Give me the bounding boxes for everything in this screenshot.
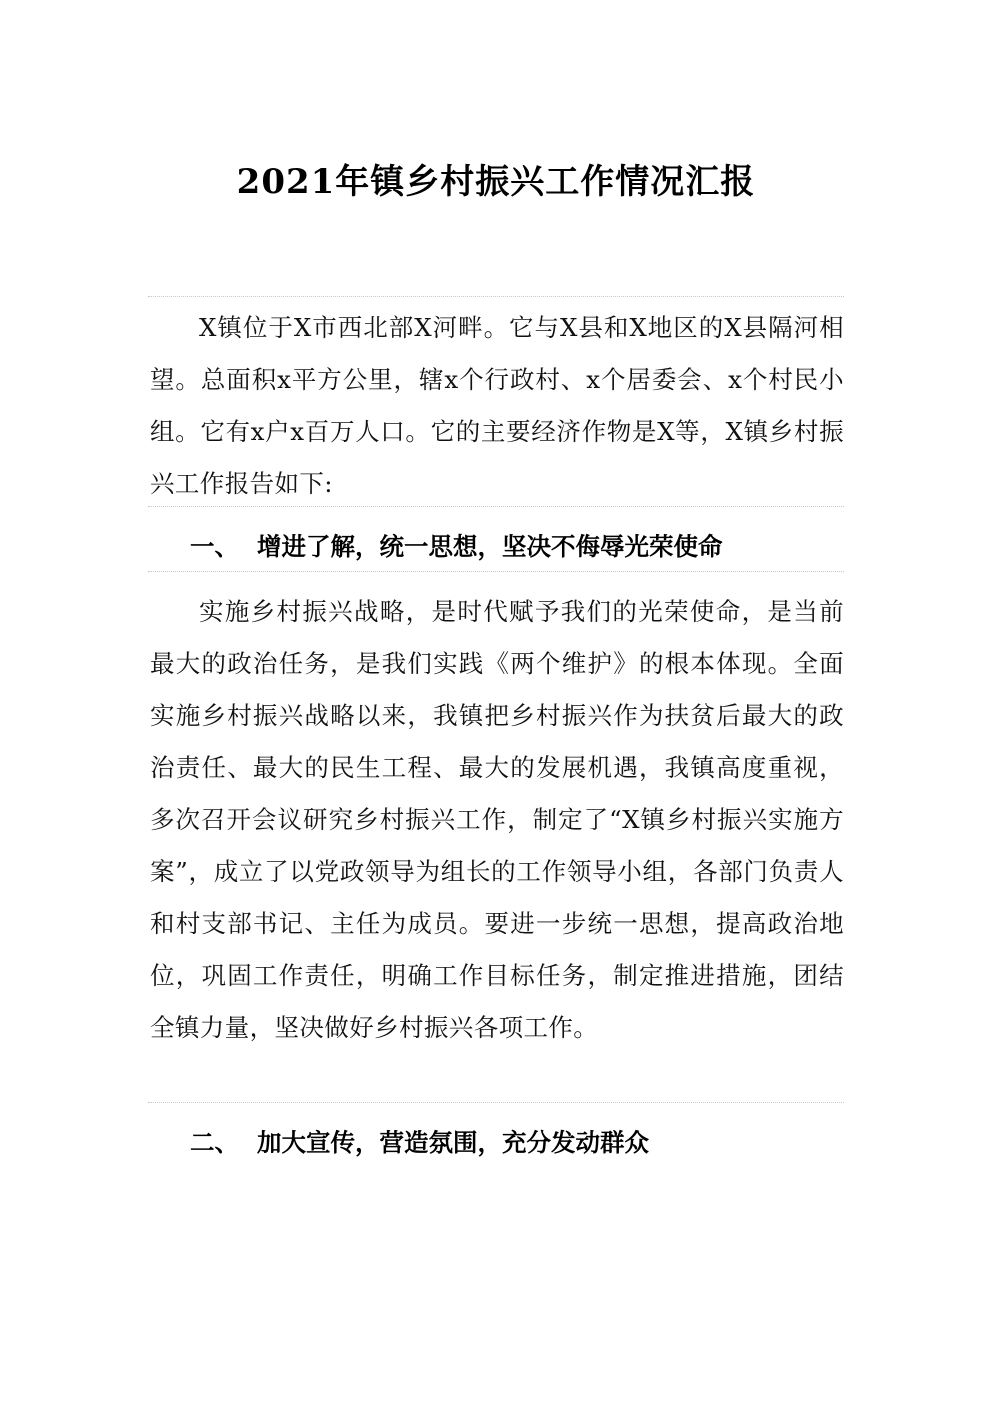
section-1-paragraph: 实施乡村振兴战略，是时代赋予我们的光荣使命，是当前最大的政治任务，是我们实践《两个维护》的根本体现。全面实施乡村振兴战略以来，我镇把乡村振兴作为扶贫后最大的政治责任、最大的民生工程、最大的发展机遇，我镇高度重视，多次召开会议研究乡村振兴工作，制定了“X镇乡村振兴实施方案”，成立了以党政领导为组长的工作领导小组，各部门负责人和村支部书记、主任为成员。要进一步统一思想，提高政治地位，巩固工作责任，明确工作目标任务，制定推进措施，团结全镇力量，坚决做好乡村振兴各项工作。: [150, 597, 844, 1042]
section-divider: [148, 1102, 844, 1103]
section-heading-1: [190, 527, 850, 567]
section-number: 一、: [190, 532, 239, 561]
section-divider: [148, 571, 844, 572]
section-heading-2: [190, 1123, 850, 1163]
section-heading-text: 增进了解，统一思想，坚决不侮辱光荣使命: [257, 532, 723, 561]
section-divider: [148, 506, 844, 507]
section-divider: [148, 296, 844, 297]
document-title: 2021年镇乡村振兴工作情况汇报: [236, 162, 756, 202]
section-heading-text: 加大宣传，营造氛围，充分发动群众: [257, 1128, 649, 1157]
section-number: 二、: [190, 1128, 239, 1157]
intro-paragraph: X镇位于X市西北部X河畔。它与X县和X地区的X县隔河相望。总面积x平方公里，辖x个行政村、x个居委会、x个村民小组。它有x户x百万人口。它的主要经济作物是X等，X镇乡村振兴工作报告如下:: [150, 313, 844, 498]
